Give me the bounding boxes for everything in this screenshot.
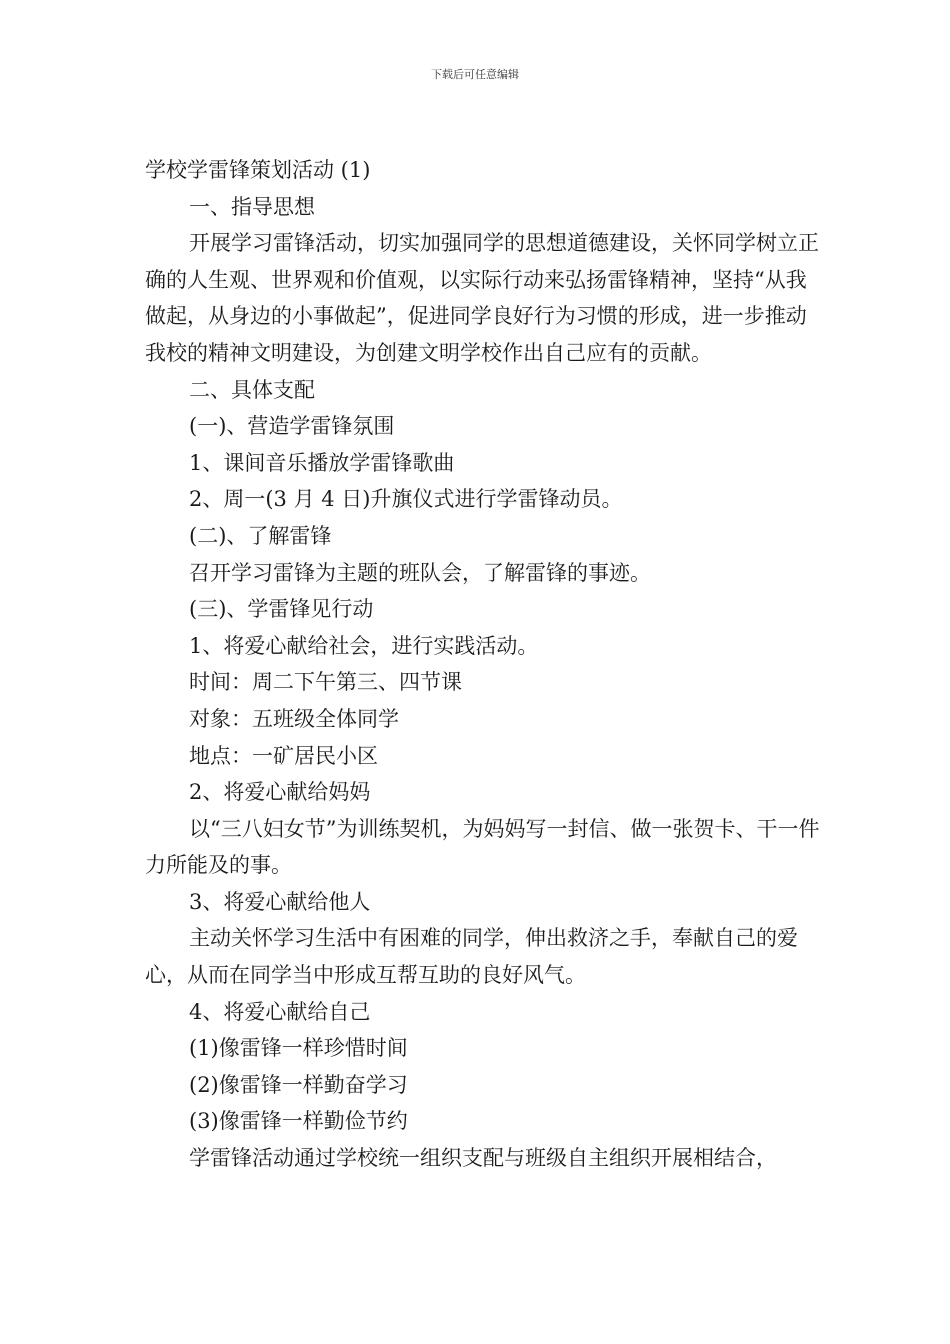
list-item: (1)像雷锋一样珍惜时间 bbox=[189, 1036, 408, 1061]
list-item: 2、周一(3 月 4 日)升旗仪式进行学雷锋动员。 bbox=[189, 487, 623, 512]
subheading-learn-leifeng: (二)、了解雷锋 bbox=[189, 523, 332, 548]
detail-time: 时间：周二下午第三、四节课 bbox=[189, 670, 462, 695]
list-item: (2)像雷锋一样勤奋学习 bbox=[189, 1072, 408, 1097]
list-item: 2、将爱心献给妈妈 bbox=[189, 780, 371, 805]
paragraph-summary: 学雷锋活动通过学校统一组织支配与班级自主组织开展相结合， bbox=[189, 1146, 777, 1171]
paragraph-others: 主动关怀学习生活中有困难的同学，伸出救济之手，奉献自己的爱心，从而在同学当中形成互帮互助的良好风气。 bbox=[145, 926, 798, 988]
subheading-atmosphere: (一)、营造学雷锋氛围 bbox=[189, 414, 395, 439]
document-title: 学校学雷锋策划活动 (1) bbox=[145, 158, 371, 182]
section-heading-guiding-ideology: 一、指导思想 bbox=[189, 194, 315, 219]
detail-target: 对象：五班级全体同学 bbox=[189, 706, 399, 731]
paragraph-guiding-ideology: 开展学习雷锋活动，切实加强同学的思想道德建设，关怀同学树立正确的人生观、世界观和价值观，以实际行动来弘扬雷锋精神，坚持“从我做起，从身边的小事做起”，促进同学良好行为习惯的形成，进一步推动我校的精神文明建设，为创建文明学校作出自己应有的贡献。 bbox=[145, 231, 819, 365]
section-heading-arrangements: 二、具体支配 bbox=[189, 377, 315, 402]
paragraph-class-meeting: 召开学习雷锋为主题的班队会，了解雷锋的事迹。 bbox=[189, 560, 651, 585]
document-body bbox=[145, 152, 825, 1177]
page-header-note: 下载后可任意编辑 bbox=[431, 68, 519, 81]
detail-location: 地点：一矿居民小区 bbox=[189, 743, 378, 768]
list-item: 3、将爱心献给他人 bbox=[189, 889, 371, 914]
paragraph-mothers: 以“三八妇女节”为训练契机，为妈妈写一封信、做一张贺卡、干一件力所能及的事。 bbox=[145, 816, 820, 878]
list-item: 1、将爱心献给社会，进行实践活动。 bbox=[189, 633, 539, 658]
subheading-action: (三)、学雷锋见行动 bbox=[189, 597, 374, 622]
list-item: 1、课间音乐播放学雷锋歌曲 bbox=[189, 450, 455, 475]
list-item: 4、将爱心献给自己 bbox=[189, 999, 371, 1024]
list-item: (3)像雷锋一样勤俭节约 bbox=[189, 1109, 408, 1134]
